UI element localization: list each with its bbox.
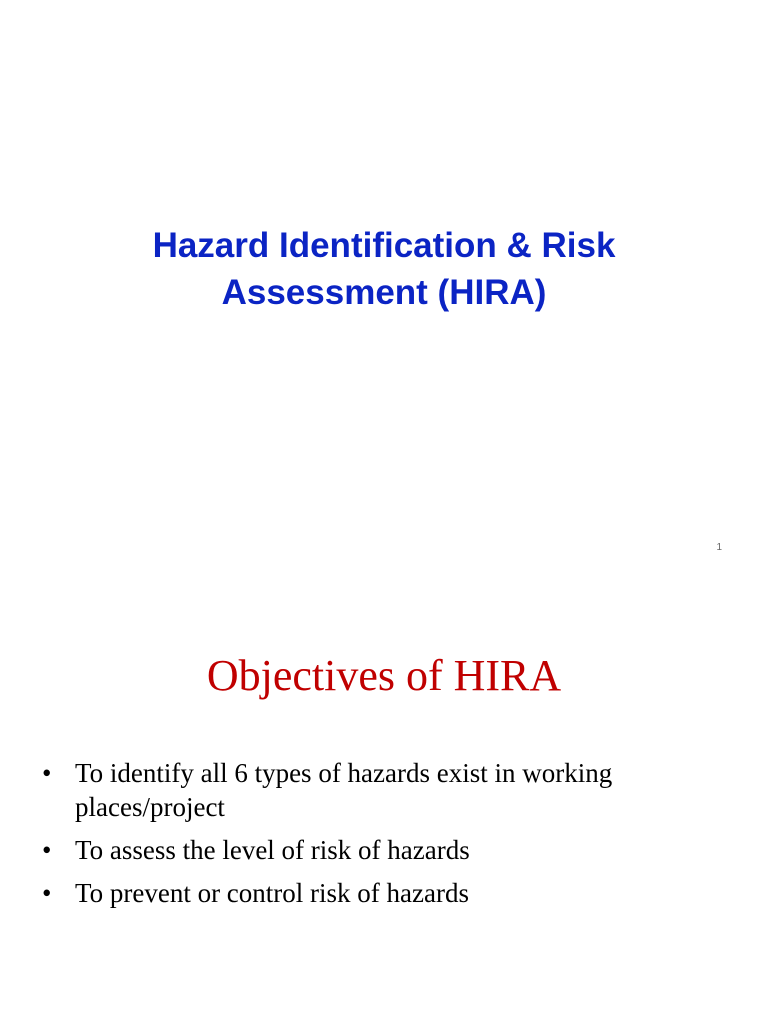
objective-text: To identify all 6 types of hazards exist in working places/project [75,758,613,822]
slide-title-line-1: Hazard Identification & Risk [152,226,616,265]
bullet-icon: • [42,878,52,908]
objectives-title: Objectives of HIRA [206,651,562,700]
slide-number: 1 [716,542,722,553]
objective-item [42,833,722,867]
slide-title [0,222,768,316]
objective-item [42,876,722,910]
objective-text: To prevent or control risk of hazards [75,878,469,908]
objective-text: To assess the level of risk of hazards [75,835,470,865]
objectives-list [42,756,722,919]
bullet-icon: • [42,758,52,788]
objective-item [42,756,722,824]
slide-title-line-2: Assessment (HIRA) [221,273,547,312]
slide-2 [0,576,768,1024]
bullet-icon: • [42,835,52,865]
